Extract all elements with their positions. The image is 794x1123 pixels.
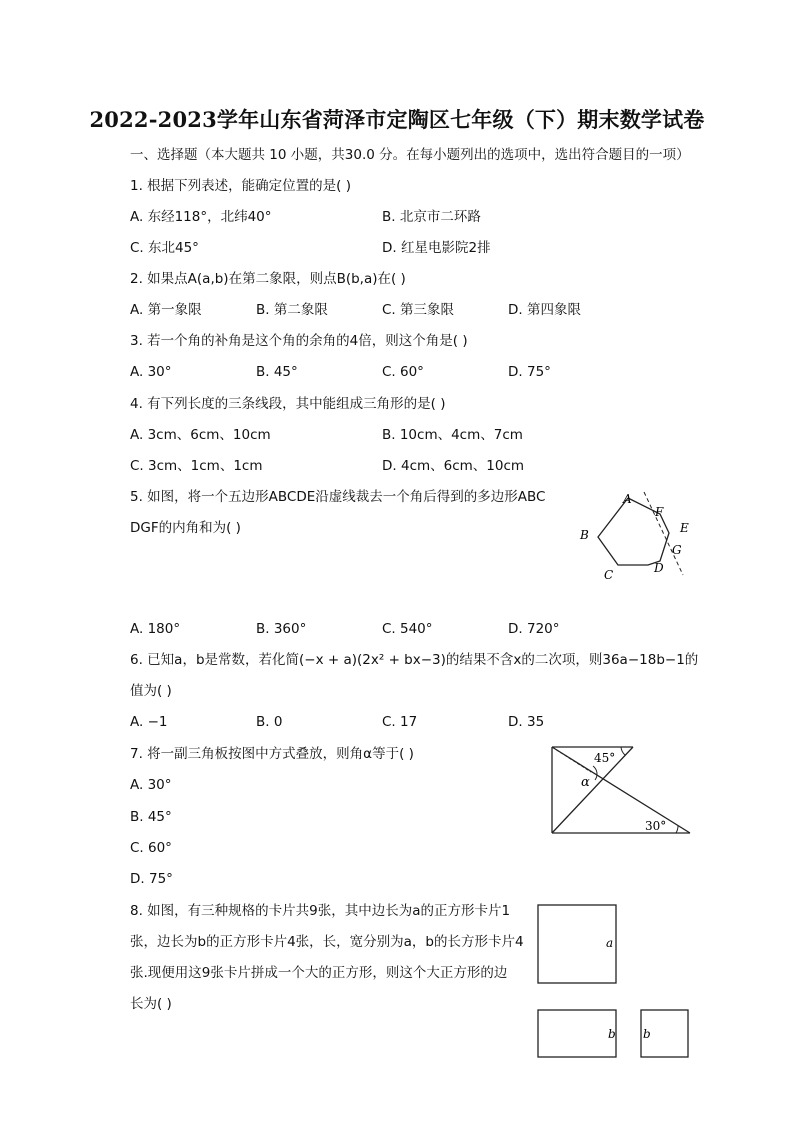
question-6-stem-line2: 值为( ) — [130, 683, 172, 699]
question-2-option-a[interactable]: A. 第一象限 — [130, 302, 202, 318]
question-1-option-d[interactable]: D. 红星电影院2排 — [382, 240, 491, 256]
question-3-stem: 3. 若一个角的补角是这个角的余角的4倍，则这个角是( ) — [130, 333, 468, 349]
question-8-stem-line2: 张，边长为b的正方形卡片4张，长，宽分别为a，b的长方形卡片4 — [130, 934, 524, 950]
question-5-stem-line1: 5. 如图，将一个五边形ABCDE沿虚线裁去一个角后得到的多边形ABC — [130, 489, 546, 505]
question-2-stem: 2. 如果点A(a,b)在第二象限，则点B(b,a)在( ) — [130, 271, 406, 287]
question-3-option-d[interactable]: D. 75° — [508, 364, 551, 380]
question-3-option-c[interactable]: C. 60° — [382, 364, 424, 380]
triangles-figure — [545, 740, 695, 840]
pentagon-label-a: A — [623, 492, 632, 506]
question-4-option-b[interactable]: B. 10cm、4cm、7cm — [382, 427, 523, 443]
pentagon-label-f: F — [655, 505, 664, 519]
question-5-option-c[interactable]: C. 540° — [382, 621, 433, 637]
triangle-label-45: 45° — [594, 751, 616, 765]
question-5-stem-line2: DGF的内角和为( ) — [130, 520, 241, 536]
pentagon-label-d: D — [654, 561, 664, 575]
question-4-option-d[interactable]: D. 4cm、6cm、10cm — [382, 458, 525, 474]
question-4-option-c[interactable]: C. 3cm、1cm、1cm — [130, 458, 263, 474]
question-2-option-d[interactable]: D. 第四象限 — [508, 302, 581, 318]
question-7-stem: 7. 将一副三角板按图中方式叠放，则角α等于( ) — [130, 746, 414, 762]
question-8-stem-line4: 长为( ) — [130, 996, 172, 1012]
question-6-option-d[interactable]: D. 35 — [508, 714, 545, 730]
question-4-stem: 4. 有下列长度的三条线段，其中能组成三角形的是( ) — [130, 396, 446, 412]
question-3-option-b[interactable]: B. 45° — [256, 364, 298, 380]
question-6-option-c[interactable]: C. 17 — [382, 714, 418, 730]
question-3-option-a[interactable]: A. 30° — [130, 364, 172, 380]
question-2-option-c[interactable]: C. 第三象限 — [382, 302, 455, 318]
pentagon-label-e: E — [680, 521, 689, 535]
question-6-option-a[interactable]: A. −1 — [130, 714, 168, 730]
question-1-option-b[interactable]: B. 北京市二环路 — [382, 209, 481, 225]
question-4-option-a[interactable]: A. 3cm、6cm、10cm — [130, 427, 271, 443]
card-label-a: a — [606, 936, 614, 950]
question-5-option-d[interactable]: D. 720° — [508, 621, 560, 637]
triangle-label-30: 30° — [645, 819, 667, 833]
question-7-option-c[interactable]: C. 60° — [130, 840, 172, 856]
pentagon-figure — [570, 485, 700, 585]
card-label-rect-b: b — [608, 1027, 616, 1041]
cards-figure — [535, 902, 695, 1062]
question-1-option-a[interactable]: A. 东经118°，北纬40° — [130, 209, 272, 225]
question-5-option-b[interactable]: B. 360° — [256, 621, 307, 637]
question-6-stem-line1: 6. 已知a，b是常数，若化简(−x + a)(2x² + bx−3)的结果不含x的二次项，则36a−18b−1的 — [130, 652, 699, 668]
question-7-option-d[interactable]: D. 75° — [130, 871, 173, 887]
question-1-stem: 1. 根据下列表述，能确定位置的是( ) — [130, 178, 351, 194]
question-5-option-a[interactable]: A. 180° — [130, 621, 181, 637]
question-7-option-a[interactable]: A. 30° — [130, 777, 172, 793]
question-6-option-b[interactable]: B. 0 — [256, 714, 283, 730]
section-heading: 一、选择题（本大题共 10 小题，共30.0 分。在每小题列出的选项中，选出符合题目的一项） — [130, 147, 690, 163]
question-8-stem-line1: 8. 如图，有三种规格的卡片共9张，其中边长为a的正方形卡片1 — [130, 903, 511, 919]
pentagon-label-g: G — [672, 543, 682, 557]
question-1-option-c[interactable]: C. 东北45° — [130, 240, 199, 256]
card-label-square-b: b — [643, 1027, 651, 1041]
pentagon-label-c: C — [604, 568, 614, 582]
page-title: 2022-2023学年山东省菏泽市定陶区七年级（下）期末数学试卷 — [89, 107, 705, 132]
pentagon-label-b: B — [580, 528, 589, 542]
question-2-option-b[interactable]: B. 第二象限 — [256, 302, 328, 318]
question-8-stem-line3: 张.现便用这9张卡片拼成一个大的正方形，则这个大正方形的边 — [130, 965, 508, 981]
question-7-option-b[interactable]: B. 45° — [130, 809, 172, 825]
triangle-label-alpha: α — [581, 775, 590, 790]
